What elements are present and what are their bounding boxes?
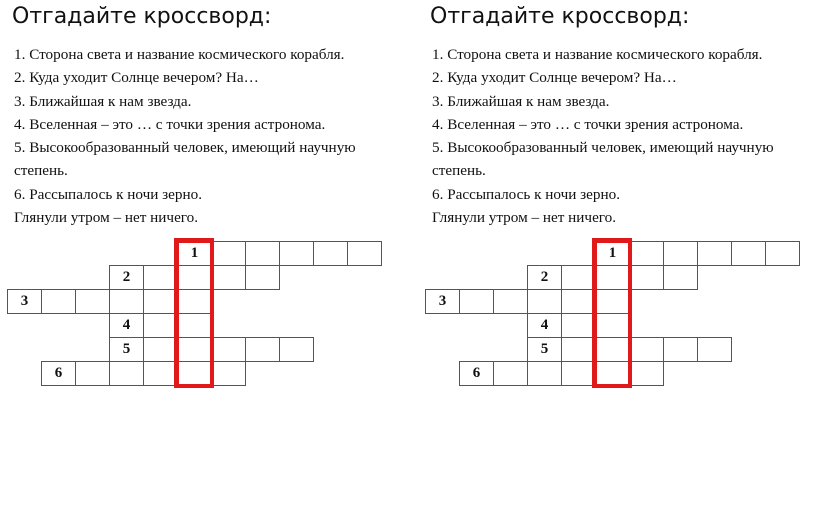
crossword-cell — [459, 361, 494, 386]
clue-number-5: 5 — [540, 341, 549, 357]
question-6: 6. Рассыпалось к ночи зерно. — [432, 185, 620, 203]
crossword-cell — [75, 289, 110, 314]
crossword-cell — [629, 337, 664, 362]
clue-number-3: 3 — [438, 293, 447, 309]
question-2: 2. Куда уходит Солнце вечером? На… — [14, 69, 259, 87]
crossword-cell — [731, 241, 766, 266]
crossword-cell — [697, 337, 732, 362]
question-list — [432, 43, 816, 229]
worksheet-right — [418, 0, 816, 516]
crossword-cell — [109, 313, 144, 338]
crossword-cell — [561, 337, 596, 362]
clue-number-5: 5 — [122, 341, 131, 357]
answer-column-highlight-inner — [596, 242, 629, 385]
clue-number-4: 4 — [540, 317, 549, 333]
question-3: 3. Ближайшая к нам звезда. — [14, 92, 192, 110]
crossword-cell — [663, 265, 698, 290]
worksheet-title: Отгадайте кроссворд: — [430, 4, 690, 29]
crossword-cell — [211, 265, 246, 290]
crossword-cell — [561, 361, 596, 386]
question-5: 5. Высокообразованный человек, имеющий научную степень. — [14, 139, 356, 180]
crossword-cell — [697, 241, 732, 266]
crossword-cell — [425, 289, 460, 314]
crossword-cell — [109, 361, 144, 386]
crossword-cell — [143, 361, 178, 386]
worksheet-title: Отгадайте кроссворд: — [12, 4, 272, 29]
crossword-cell — [143, 313, 178, 338]
clue-number-6: 6 — [472, 365, 481, 381]
question-6-continued: Глянули утром – нет ничего. — [14, 209, 199, 227]
crossword-cell — [7, 289, 42, 314]
crossword-cell — [561, 265, 596, 290]
crossword-cell — [279, 241, 314, 266]
crossword-cell — [663, 241, 698, 266]
crossword-cell — [629, 241, 664, 266]
crossword-cell — [279, 337, 314, 362]
crossword-cell — [561, 313, 596, 338]
crossword-cell — [211, 361, 246, 386]
crossword-cell — [527, 313, 562, 338]
crossword-cell — [527, 361, 562, 386]
clue-number-3: 3 — [20, 293, 29, 309]
crossword-cell — [75, 361, 110, 386]
question-1: 1. Сторона света и название космического корабля. — [14, 46, 345, 63]
crossword-cell — [493, 289, 528, 314]
question-6-continued: Глянули утром – нет ничего. — [432, 209, 617, 227]
question-6: 6. Рассыпалось к ночи зерно. — [14, 185, 202, 203]
crossword-cell — [245, 265, 280, 290]
crossword-cell — [245, 337, 280, 362]
clue-number-6: 6 — [54, 365, 63, 381]
crossword-cell — [561, 289, 596, 314]
crossword-cell — [629, 265, 664, 290]
crossword-cell — [143, 265, 178, 290]
crossword-cell — [527, 289, 562, 314]
question-3: 3. Ближайшая к нам звезда. — [432, 92, 610, 110]
crossword-cell — [41, 289, 76, 314]
crossword-cell — [527, 265, 562, 290]
crossword-cell — [143, 337, 178, 362]
question-2: 2. Куда уходит Солнце вечером? На… — [432, 69, 677, 87]
crossword-cell — [527, 337, 562, 362]
crossword-cell — [313, 241, 348, 266]
crossword-cell — [663, 337, 698, 362]
crossword-cell — [493, 361, 528, 386]
crossword-cell — [629, 361, 664, 386]
question-5: 5. Высокообразованный человек, имеющий научную степень. — [432, 139, 774, 180]
clue-number-4: 4 — [122, 317, 131, 333]
clue-number-2: 2 — [540, 269, 549, 285]
crossword-cell — [109, 265, 144, 290]
answer-column-highlight-inner — [178, 242, 211, 385]
question-1: 1. Сторона света и название космического корабля. — [432, 46, 763, 63]
clue-number-1: 1 — [608, 245, 617, 261]
crossword-cell — [211, 337, 246, 362]
crossword-cell — [459, 289, 494, 314]
crossword-cell — [765, 241, 800, 266]
crossword-cell — [245, 241, 280, 266]
crossword-cell — [41, 361, 76, 386]
crossword-cell — [143, 289, 178, 314]
question-4: 4. Вселенная – это … с точки зрения астронома. — [14, 115, 326, 133]
clue-number-2: 2 — [122, 269, 131, 285]
crossword-cell — [211, 241, 246, 266]
clue-number-1: 1 — [190, 245, 199, 261]
crossword-cell — [109, 289, 144, 314]
crossword-cell — [347, 241, 382, 266]
question-list — [14, 43, 406, 229]
crossword-cell — [109, 337, 144, 362]
question-4: 4. Вселенная – это … с точки зрения астронома. — [432, 115, 744, 133]
